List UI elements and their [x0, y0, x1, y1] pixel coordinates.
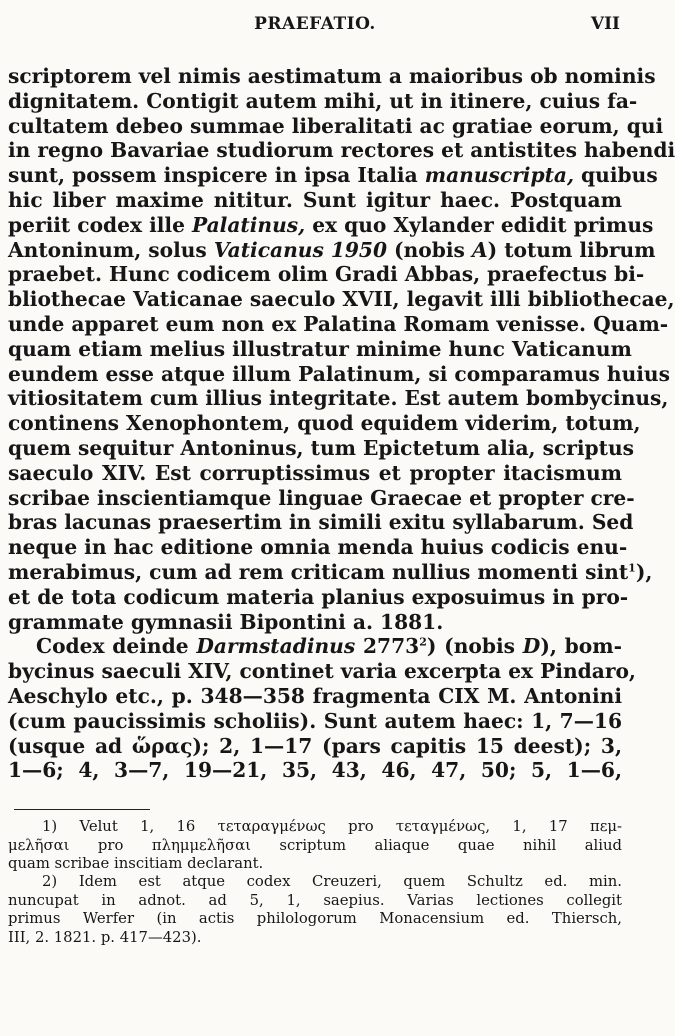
text-line: saeculo XIV. Est corruptissimus et propter itacismum [8, 460, 622, 485]
italic-siglum: A [471, 237, 488, 262]
italic-term: Vaticanus 1950 [213, 237, 388, 262]
text-line: hic liber maxime nititur. Sunt igitur haec. Postquam [8, 187, 622, 212]
text-line: (cum paucissimis scholiis). Sunt autem haec: 1, 7—16 [8, 708, 622, 733]
footnote-line: primus Werfer (in actis philologorum Monacensium ed. Thiersch, [8, 910, 622, 928]
text-line: grammate gymnasii Bipontini a. 1881. [8, 609, 444, 634]
italic-siglum: D [522, 634, 541, 659]
text-fragment: Codex deinde [36, 634, 197, 659]
footnote-line: μελῆσαι pro πλημμελῆσαι scriptum aliaque quae nihil aliud [8, 836, 622, 854]
footnote-line: quam scribae inscitiam declarant. [8, 854, 264, 872]
main-text [8, 64, 675, 783]
text-line: quam etiam melius illustratur minime hunc Vaticanum [8, 336, 632, 361]
text-fragment: sunt, possem inspicere in ipsa Italia [8, 163, 425, 188]
text-line: in regno Bavariae studiorum rectores et antistites habendi [8, 138, 675, 163]
page-number: VII [590, 14, 620, 34]
text-line: scriptorem vel nimis aestimatum a maioribus ob nominis [8, 64, 656, 88]
text-line: praebet. Hunc codicem olim Gradi Abbas, praefectus bi- [8, 262, 645, 287]
text-line [8, 559, 653, 585]
text-fragment: quibus [574, 163, 658, 188]
text-fragment: ), bom- [540, 634, 622, 659]
footnotes [8, 818, 622, 947]
text-fragment: periit codex ille [8, 212, 192, 237]
text-line: dignitatem. Contigit autem mihi, ut in itinere, cuius fa- [8, 88, 638, 113]
text-fragment: 2773 [355, 634, 420, 659]
text-line [8, 634, 622, 659]
text-line [8, 237, 656, 263]
text-fragment: ex quo Xylander edidit primus [305, 212, 654, 237]
text-fragment: ) totum librum [487, 237, 656, 262]
text-line: 1—6; 4, 3—7, 19—21, 35, 43, 46, 47, 50; 5, 1—6, [8, 758, 622, 783]
text-line [8, 212, 654, 238]
text-line: (usque ad ὥρας); 2, 1—17 (pars capitis 15 deest); 3, [8, 733, 622, 758]
italic-term: Palatinus, [191, 212, 306, 237]
text-line: eundem esse atque illum Palatinum, si comparamus huius [8, 361, 670, 386]
footnote-line: nuncupat in adnot. ad 5, 1, saepius. Varias lectiones collegit [8, 891, 622, 909]
footnote-divider [14, 809, 150, 810]
text-fragment: merabimus, cum ad rem criticam nullius momenti sint [8, 559, 629, 584]
italic-term: Darmstadinus [196, 634, 356, 659]
text-line: et de tota codicum materia planius exposuimus in pro- [8, 584, 629, 609]
running-title: PRAEFATIO. [254, 14, 376, 34]
text-fragment: ), [635, 559, 653, 584]
text-line: quem sequitur Antoninus, tum Epictetum alia, scriptus [8, 435, 635, 460]
text-line: cultatem debeo summae liberalitati ac gratiae eorum, qui [8, 113, 664, 138]
text-line: continens Xenophontem, quod equidem viderim, totum, [8, 411, 641, 436]
running-head [8, 0, 622, 38]
text-fragment: ) (nobis [426, 634, 523, 659]
footnote-ref-1: 1 [628, 561, 636, 575]
text-fragment: Antoninum, solus [8, 237, 214, 262]
footnote-ref-2: 2 [419, 635, 427, 649]
text-line [8, 163, 658, 188]
footnote-line: 1) Velut 1, 16 τεταραγμένως pro τεταγμένως, 1, 17 πεμ- [42, 818, 622, 836]
footnote-line: III, 2. 1821. p. 417—423). [8, 928, 202, 946]
text-line: neque in hac editione omnia menda huius codicis enu- [8, 535, 628, 560]
text-line: Aeschylo etc., p. 348—358 fragmenta CIX M. Antonini [8, 683, 622, 708]
text-fragment: (nobis [387, 237, 472, 262]
text-line: unde apparet eum non ex Palatina Romam venisse. Quam- [8, 311, 669, 336]
text-line: bycinus saeculi XIV, continet varia excerpta ex Pindaro, [8, 659, 636, 684]
text-line: bliothecae Vaticanae saeculo XVII, legavit illi bibliothecae, [8, 287, 675, 312]
italic-term: manuscripta, [424, 163, 575, 188]
text-line: vitiositatem cum illius integritate. Est autem bombycinus, [8, 386, 669, 411]
text-line: scribae inscientiamque linguae Graecae et propter cre- [8, 485, 635, 510]
text-line: bras lacunas praesertim in simili exitu syllabarum. Sed [8, 510, 634, 535]
footnote-line: 2) Idem est atque codex Creuzeri, quem Schultz ed. min. [42, 873, 622, 891]
